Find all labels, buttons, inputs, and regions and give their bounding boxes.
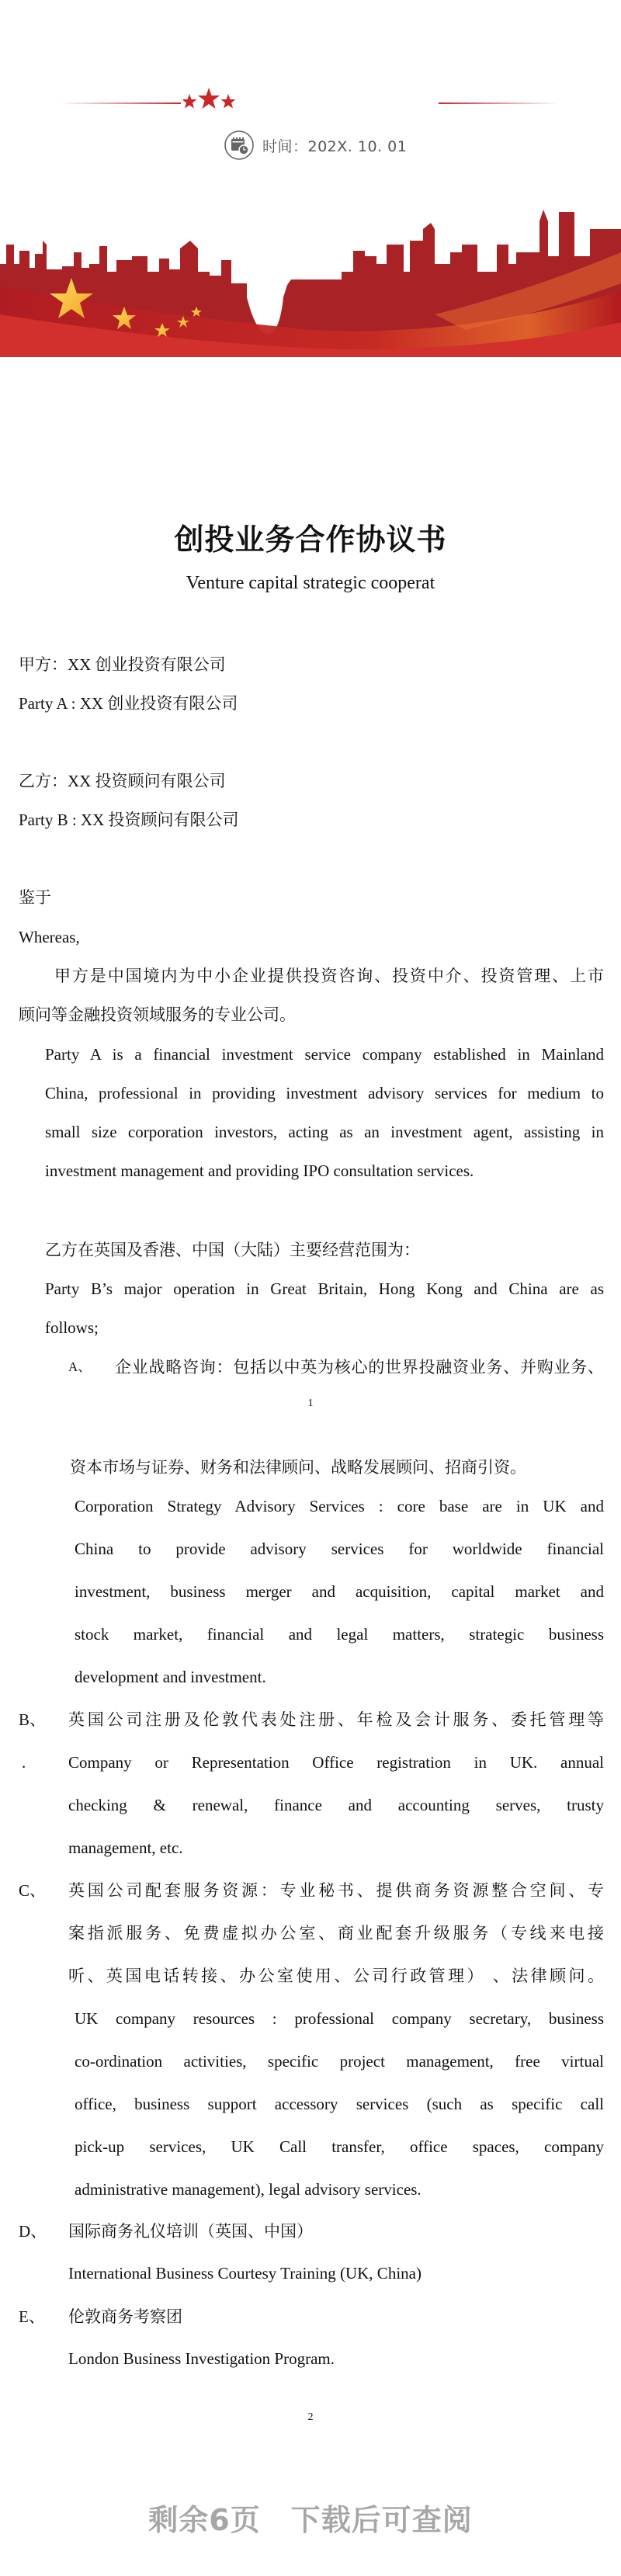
party-b-scope-en-line: follows; [45,1318,99,1337]
document-subtitle: Venture capital strategic cooperat [186,573,435,593]
header-divider-right [439,102,560,104]
party-a-desc-en-line: Party A is a financial investment service company established in Mainland [45,1045,604,1064]
party-a-cn: 甲方：XX 创业投资有限公司 [19,655,226,674]
item-b-en-line: checking & renewal, finance and accounting serves, trusty [68,1796,604,1814]
item-a-en-line: China to provide advisory services for worldwide financial [75,1540,604,1558]
item-c-cn-line: 英国公司配套服务资源：专业秘书、提供商务资源整合空间、专 [68,1881,604,1900]
item-b-en-line: management, etc. [68,1838,183,1857]
item-a-en-line: stock market, financial and legal matters, strategic business [75,1625,604,1644]
item-c-cn-line: 案指派服务、免费虚拟办公室、商业配套升级服务（专线来电接 [68,1924,604,1942]
party-a-desc-en-line: China, professional in providing investment advisory services for medium to [45,1084,604,1102]
date-label: 时间：202X. 10. 01 [262,137,408,155]
party-b-en: Party B : XX 投资顾问有限公司 [19,811,239,829]
item-a-en-line: development and investment. [75,1668,266,1686]
item-a-cn-line: 资本市场与证券、财务和法律顾问、战略发展顾问、招商引资。 [70,1458,526,1477]
party-a-desc-cn-line: 甲方是中国境内为中小企业提供投资咨询、投资中介、投资管理、上市 [54,967,604,985]
item-e-cn-line: 伦敦商务考察团 [68,2307,182,2326]
party-b-scope-en-line: Party B’s major operation in Great Britain, Hong Kong and China are as [45,1279,604,1298]
item-marker-c: C、 [19,1881,47,1900]
item-c-en-line: administrative management), legal advisory services. [75,2180,422,2199]
item-marker-a: A、 [68,1359,92,1374]
page-number: 1 [307,1397,314,1409]
stars-icon [182,87,236,118]
download-prompt-watermark[interactable]: 剩余6页 下载后可查阅 [148,2503,473,2537]
item-d-en-line: International Business Courtesy Training (UK, China) [68,2264,422,2283]
item-a-cn-line: 企业战略咨询：包括以中英为核心的世界投融资业务、并购业务、 [115,1358,604,1377]
item-marker-d: D、 [19,2222,47,2241]
item-marker-b-dot: . [22,1753,26,1772]
item-b-en-line: Company or Representation Office registration in UK. annual [68,1753,604,1772]
header-divider-left [60,102,181,104]
item-d-cn-line: 国际商务礼仪培训（英国、中国） [68,2222,313,2241]
item-marker-b: B、 [19,1710,47,1729]
party-b-cn: 乙方：XX 投资顾问有限公司 [19,772,226,790]
page-number: 2 [307,2411,314,2423]
skyline-banner [0,198,621,357]
whereas-cn: 鉴于 [19,888,51,907]
document-title: 创投业务合作协议书 [174,522,447,557]
date-row [224,128,407,162]
item-e-en-line: London Business Investigation Program. [68,2349,335,2368]
calendar-clock-icon [224,130,255,161]
item-c-en-line: UK company resources : professional company secretary, business [75,2009,604,2028]
item-a-en-line: investment, business merger and acquisition, capital market and [75,1582,604,1601]
item-c-en-line: pick-up services, UK Call transfer, office spaces, company [75,2137,604,2156]
item-c-en-line: co-ordination activities, specific project management, free virtual [75,2052,604,2071]
party-a-en: Party A : XX 创业投资有限公司 [19,694,238,713]
whereas-en: Whereas, [19,928,80,946]
party-a-desc-cn-line: 顾问等金融投资领域服务的专业公司。 [19,1005,296,1024]
item-b-cn-line: 英国公司注册及伦敦代表处注册、年检及会计服务、委托管理等 [68,1710,604,1729]
party-b-scope-cn: 乙方在英国及香港、中国（大陆）主要经营范围为： [45,1241,420,1259]
item-c-cn-line: 听、英国电话转接、办公室使用、公司行政管理） 、法律顾问。 [68,1967,604,1985]
party-a-desc-en-line: small size corporation investors, acting as an investment agent, assisting in [45,1123,604,1141]
item-marker-e: E、 [19,2307,45,2326]
party-a-desc-en-line: investment management and providing IPO consultation services. [45,1161,474,1180]
item-c-en-line: office, business support accessory services (such as specific call [75,2095,604,2113]
item-a-en-line: Corporation Strategy Advisory Services : core base are in UK and [75,1497,604,1515]
